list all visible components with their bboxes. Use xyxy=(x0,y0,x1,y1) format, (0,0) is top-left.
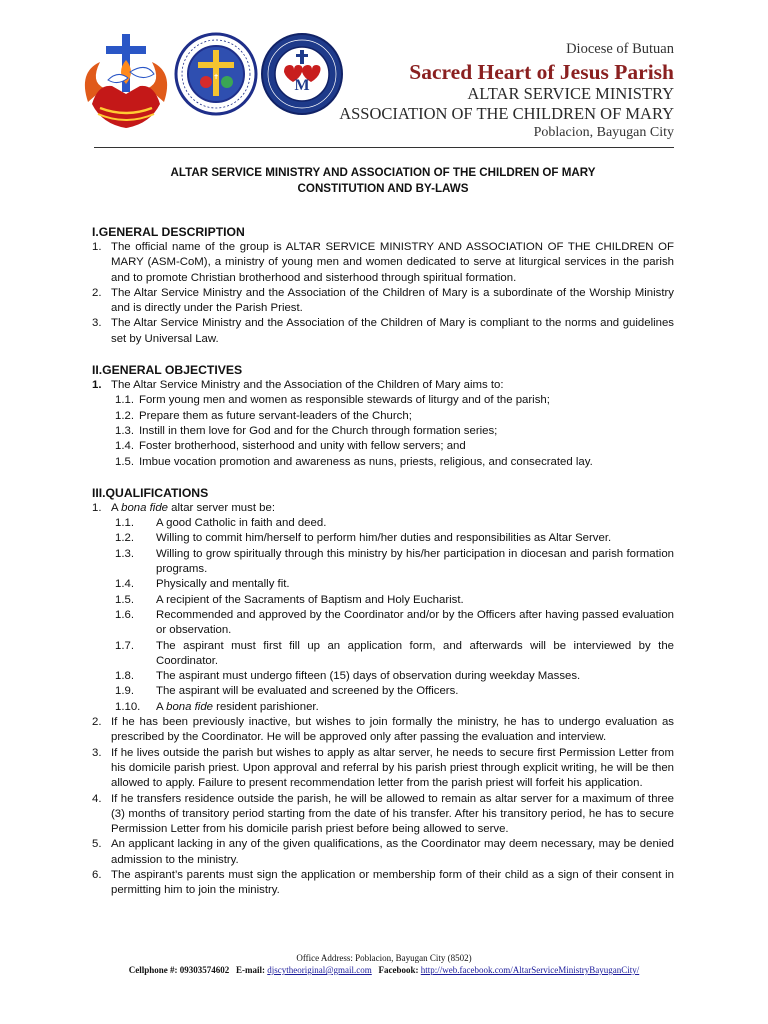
sub-list-item xyxy=(92,516,674,531)
item-text: The aspirant’s parents must sign the application or membership form of their child as a sign of their consent in permitting him to join the ministry. xyxy=(111,868,674,897)
item-text: Foster brotherhood, sisterhood and unity with fellow servers; and xyxy=(139,440,466,453)
parish-name: Sacred Heart of Jesus Parish xyxy=(409,59,674,84)
sub-list-item xyxy=(92,409,674,424)
sub-list-item xyxy=(92,531,674,546)
list-item xyxy=(92,837,674,868)
sub-list-item xyxy=(92,700,674,715)
item-number: 3. xyxy=(92,317,102,330)
item-text: An applicant lacking in any of the given qualifications, as the Coordinator may deem necessary, may be denied admission to the ministry. xyxy=(111,838,674,866)
item-text-post: resident parishioner. xyxy=(213,700,319,713)
item-number: 6. xyxy=(92,868,102,881)
altar-service-ministry-seal xyxy=(174,32,258,116)
contact-line xyxy=(0,964,768,976)
item-text: Imbue vocation promotion and awareness as nuns, priests, religious, and consecrated lay. xyxy=(139,455,593,468)
item-text: A good Catholic in faith and deed. xyxy=(156,517,327,530)
list-item xyxy=(92,286,674,317)
item-text: Willing to grow spiritually through this ministry by his/her participation in diocesan and parish formation programs. xyxy=(156,547,674,576)
item-text: Instill in them love for God and for the Church through formation series; xyxy=(139,424,498,437)
item-text: The Altar Service Ministry and the Association of the Children of Mary is compliant to the norms and guidelines set by Universal Law. xyxy=(111,317,674,345)
item-number: 1.3. xyxy=(115,547,134,560)
sub-list-item xyxy=(92,547,674,578)
sub-list-item xyxy=(92,608,674,639)
cellphone-number: 09303574602 xyxy=(179,965,230,975)
list-item xyxy=(92,792,674,838)
item-number: 1.4. xyxy=(115,578,134,591)
facebook-label: Facebook: xyxy=(378,965,419,975)
title-line-1: ALTAR SERVICE MINISTRY AND ASSOCIATION OF THE CHILDREN OF MARY xyxy=(170,166,596,179)
item-number: 1.8. xyxy=(115,670,134,683)
item-text: The aspirant must first fill up an application form, and afterwards will be interviewed by the Coordinator. xyxy=(156,639,674,667)
letterhead xyxy=(339,42,674,140)
sacred-heart-logo xyxy=(78,32,174,132)
diocese-name: Diocese of Butuan xyxy=(566,41,674,57)
list-item xyxy=(92,240,674,286)
list-item xyxy=(92,501,674,516)
item-text: Prepare them as future servant-leaders of the Church; xyxy=(139,409,412,422)
item-text: The Altar Service Ministry and the Association of the Children of Mary aims to: xyxy=(111,379,504,392)
item-number: 1. xyxy=(92,241,102,253)
sub-list-item xyxy=(92,424,674,439)
item-text-post: altar server must be: xyxy=(168,501,275,514)
facebook-link[interactable]: http://web.facebook.com/AltarServiceMinistryBayuganCity/ xyxy=(420,965,640,975)
item-text: A recipient of the Sacraments of Baptism and Holy Eucharist. xyxy=(156,593,464,606)
item-number: 2. xyxy=(92,716,102,729)
item-text: The aspirant will be evaluated and screened by the Officers. xyxy=(156,685,459,698)
item-number: 1.3. xyxy=(115,424,134,437)
children-of-mary-seal xyxy=(260,32,344,116)
svg-text:✝: ✝ xyxy=(213,74,219,81)
item-text: Willing to commit him/herself to perform him/her duties and responsibilities as Altar Server. xyxy=(156,532,612,545)
item-number: 1.2. xyxy=(115,409,134,422)
header-logos xyxy=(78,28,338,138)
section-heading-general-objectives: II.GENERAL OBJECTIVES xyxy=(92,363,243,378)
section-heading-qualifications: III.QUALIFICATIONS xyxy=(92,485,209,500)
item-number: 1.6. xyxy=(115,608,134,621)
item-number: 1.2. xyxy=(115,532,134,545)
document-title xyxy=(92,165,674,197)
item-text: Physically and mentally fit. xyxy=(156,578,290,591)
item-number: 2. xyxy=(92,286,102,299)
email-label: E-mail: xyxy=(236,965,266,975)
sub-list-item xyxy=(92,455,674,470)
list-item xyxy=(92,746,674,792)
item-text-pre: A xyxy=(111,501,122,514)
list-item xyxy=(92,868,674,899)
item-number: 1.1. xyxy=(115,517,134,530)
section-heading-general-description: I.GENERAL DESCRIPTION xyxy=(92,225,245,239)
email-link[interactable]: djscytheoriginal@gmail.com xyxy=(267,965,372,975)
list-item xyxy=(92,316,674,347)
item-text: The aspirant must undergo fifteen (15) days of observation during weekday Masses. xyxy=(156,670,581,683)
item-text: Recommended and approved by the Coordinator and/or by the Officers after having passed evaluation or observation. xyxy=(156,608,674,637)
item-number: 1.9. xyxy=(115,685,134,698)
item-number: 1. xyxy=(92,501,102,514)
sub-list-item xyxy=(92,669,674,684)
sub-list-item xyxy=(92,577,674,592)
item-text-italic: bona fide xyxy=(121,501,169,514)
item-number: 1.1. xyxy=(115,394,134,407)
cellphone-label: Cellphone #: xyxy=(128,965,178,975)
item-number: 1.7. xyxy=(115,639,134,652)
ministry-name: ALTAR SERVICE MINISTRY xyxy=(467,84,674,103)
item-number: 1. xyxy=(92,379,102,392)
item-number: 5. xyxy=(92,838,102,851)
svg-text:M: M xyxy=(294,77,310,94)
item-text-pre: A xyxy=(156,700,167,713)
item-text: The official name of the group is ALTAR SERVICE MINISTRY AND ASSOCIATION OF THE CHILDREN OF MARY (ASM-CoM), a ministry of young men and women dedicated to serve at liturgical services in the parish and to promote Christian brotherhood and sisterhood through spiritual formation. xyxy=(111,241,674,284)
item-number: 3. xyxy=(92,746,102,759)
parish-location: Poblacion, Bayugan City xyxy=(533,125,674,140)
item-number: 1.5. xyxy=(115,455,134,468)
item-text: Form young men and women as responsible stewards of liturgy and of the parish; xyxy=(139,394,550,407)
footer xyxy=(0,952,768,976)
item-number: 1.4. xyxy=(115,440,134,453)
association-name: ASSOCIATION OF THE CHILDREN OF MARY xyxy=(339,103,674,123)
sub-list-item xyxy=(92,593,674,608)
item-number: 1.10. xyxy=(115,700,141,713)
item-text: If he lives outside the parish but wishes to apply as altar server, he needs to secure first Permission Letter from his domicile parish priest. Upon approval and referral by his parish priest through explicit writing, he will be then allowed to apply. Failure to present recommendation letter from the parish priest will forfeit his application. xyxy=(111,746,674,790)
office-address: Office Address: Poblacion, Bayugan City (8502) xyxy=(296,953,472,963)
item-number: 4. xyxy=(92,792,102,805)
sub-list-item xyxy=(92,639,674,670)
header-divider xyxy=(94,147,674,148)
item-text: The Altar Service Ministry and the Association of the Children of Mary is a subordinate of the Worship Ministry and is directly under the Parish Priest. xyxy=(111,286,674,315)
list-item xyxy=(92,715,674,746)
item-number: 1.5. xyxy=(115,593,134,606)
item-text-italic: bona fide xyxy=(166,700,214,713)
sub-list-item xyxy=(92,439,674,454)
title-line-2: CONSTITUTION AND BY-LAWS xyxy=(297,182,469,195)
list-item xyxy=(92,378,674,393)
sub-list-item xyxy=(92,684,674,699)
document-body xyxy=(92,165,674,899)
item-text: If he has been previously inactive, but wishes to join formally the ministry, he has to undergo evaluation as prescribed by the Coordinator. He will be approved only after passing the evaluation and interview. xyxy=(111,716,674,744)
sub-list-item xyxy=(92,393,674,408)
item-text: If he transfers residence outside the parish, he will be allowed to remain as altar server for a maximum of three (3) months of transitory period starting from the date of his transfer. After his transitory period, he has to secure Permission Letter from his domicile parish priest before being allowed to serve. xyxy=(111,792,674,836)
